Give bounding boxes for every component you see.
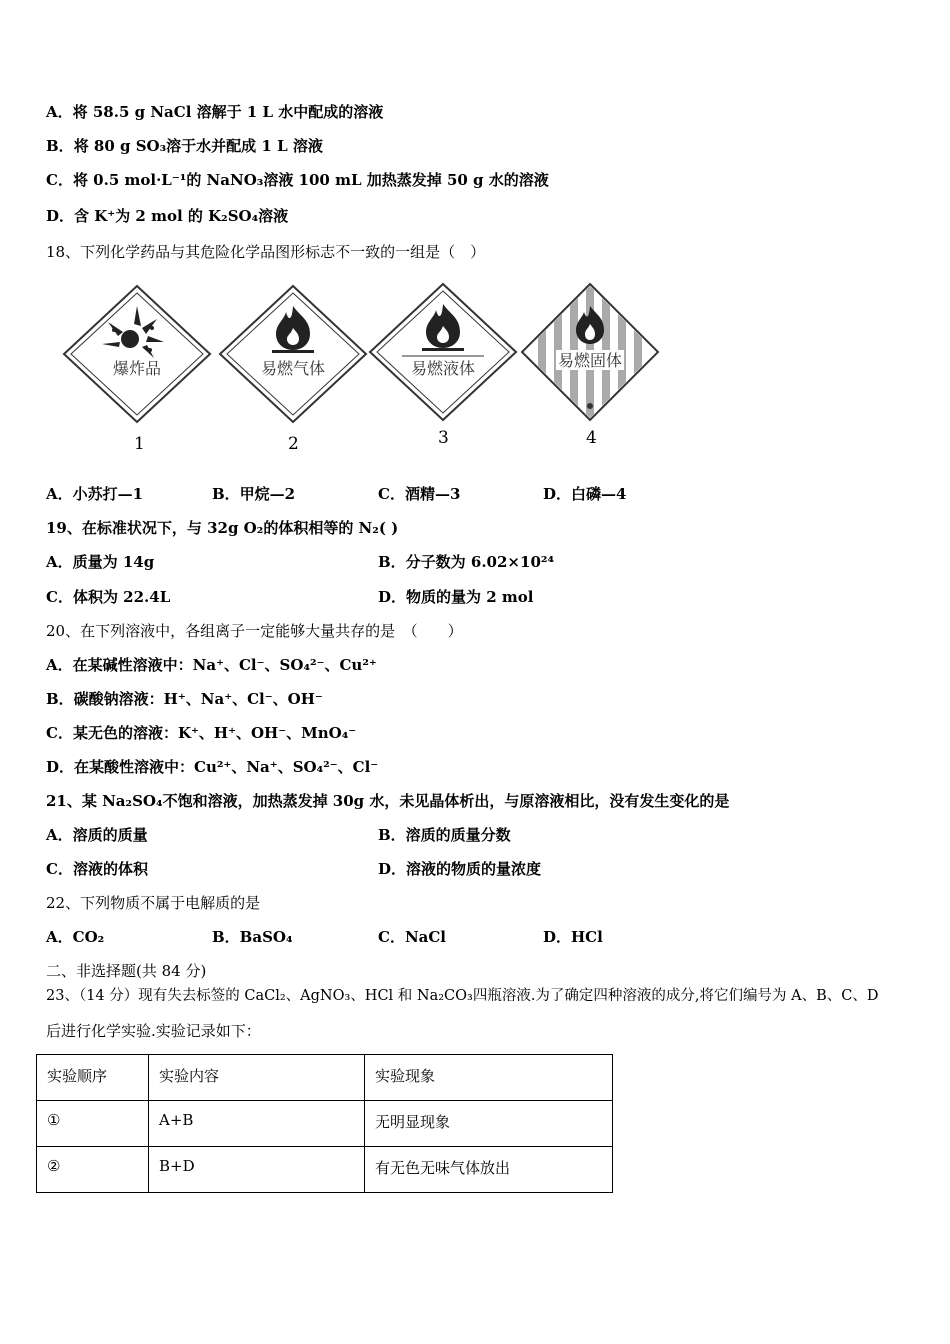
- table-cell: A+B: [149, 1101, 365, 1147]
- q19-option-a: A．质量为 14g: [46, 553, 155, 571]
- q19-stem: 19、在标准状况下，与 32g O₂的体积相等的 N₂( ): [46, 519, 399, 537]
- sign-label: 易燃液体: [410, 359, 476, 378]
- sign-label: 易燃气体: [260, 359, 326, 378]
- sign-label: 易燃固体: [557, 351, 623, 370]
- q18-stem: 18、下列化学药品与其危险化学品图形标志不一致的一组是（ ）: [46, 243, 486, 261]
- q20-option-c: C．某无色的溶液：K⁺、H⁺、OH⁻、MnO₄⁻: [46, 724, 357, 742]
- q23-stem-line1: 23、（14 分）现有失去标签的 CaCl₂、AgNO₃、HCl 和 Na₂CO₃四瓶溶液.为了确定四种溶液的成分,将它们编号为 A、B、C、D: [46, 988, 879, 1004]
- explosive-sign: [62, 284, 212, 424]
- q21-option-d: D．溶液的物质的量浓度: [378, 860, 542, 878]
- experiment-table: [36, 1054, 613, 1193]
- q21-option-a: A．溶质的质量: [46, 826, 148, 844]
- sign-number: 1: [134, 434, 145, 454]
- table-header-cell: 实验内容: [149, 1055, 365, 1101]
- q22-stem: 22、下列物质不属于电解质的是: [46, 894, 261, 912]
- flammable-gas-sign: [218, 284, 368, 424]
- q18-option-a: A．小苏打—1: [46, 485, 144, 503]
- q17-option-c: C．将 0.5 mol·L⁻¹的 NaNO₃溶液 100 mL 加热蒸发掉 50 g 水的溶液: [46, 171, 549, 189]
- q22-option-c: C．NaCl: [378, 928, 447, 946]
- q18-option-d: D．白磷—4: [543, 485, 627, 503]
- sign-number: 2: [288, 434, 299, 454]
- sign-number: 4: [586, 428, 597, 448]
- sign-label: 爆炸品: [112, 359, 162, 378]
- flammable-liquid-sign: [368, 282, 518, 422]
- table-cell: B+D: [149, 1147, 365, 1193]
- q19-option-c: C．体积为 22.4L: [46, 588, 171, 606]
- table-header-cell: 实验现象: [365, 1055, 613, 1101]
- table-cell: 有无色无味气体放出: [365, 1147, 613, 1193]
- table-header-row: [37, 1055, 613, 1101]
- q23-stem-line2: 后进行化学实验.实验记录如下：: [46, 1022, 261, 1040]
- table-row: [37, 1101, 613, 1147]
- q21-stem: 21、某 Na₂SO₄不饱和溶液，加热蒸发掉 30g 水，未见晶体析出，与原溶液相比，没有发生变化的是: [46, 792, 730, 810]
- q22-option-a: A．CO₂: [46, 928, 105, 946]
- table-cell: ②: [37, 1147, 149, 1193]
- sign-number: 3: [438, 428, 449, 448]
- table-cell: 无明显现象: [365, 1101, 613, 1147]
- q21-option-b: B．溶质的质量分数: [378, 826, 511, 844]
- q17-option-a: A．将 58.5 g NaCl 溶解于 1 L 水中配成的溶液: [46, 103, 384, 121]
- q19-option-d: D．物质的量为 2 mol: [378, 588, 534, 606]
- q18-option-b: B．甲烷—2: [212, 485, 296, 503]
- table-header-cell: 实验顺序: [37, 1055, 149, 1101]
- q17-option-d: D．含 K⁺为 2 mol 的 K₂SO₄溶液: [46, 207, 289, 225]
- table-row: [37, 1147, 613, 1193]
- q19-option-b: B．分子数为 6.02×10²⁴: [378, 553, 555, 571]
- q20-option-d: D．在某酸性溶液中：Cu²⁺、Na⁺、SO₄²⁻、Cl⁻: [46, 758, 379, 776]
- q18-option-c: C．酒精—3: [378, 485, 461, 503]
- section-heading: 二、非选择题(共 84 分): [46, 962, 207, 980]
- q20-option-b: B．碳酸钠溶液：H⁺、Na⁺、Cl⁻、OH⁻: [46, 690, 323, 708]
- q21-option-c: C．溶液的体积: [46, 860, 148, 878]
- q22-option-b: B．BaSO₄: [212, 928, 293, 946]
- q20-option-a: A．在某碱性溶液中：Na⁺、Cl⁻、SO₄²⁻、Cu²⁺: [46, 656, 377, 674]
- flammable-solid-sign: [520, 282, 660, 422]
- q22-option-d: D．HCl: [543, 928, 603, 946]
- q20-stem: 20、在下列溶液中，各组离子一定能够大量共存的是 （ ）: [46, 622, 463, 640]
- table-cell: ①: [37, 1101, 149, 1147]
- q17-option-b: B．将 80 g SO₃溶于水并配成 1 L 溶液: [46, 137, 323, 155]
